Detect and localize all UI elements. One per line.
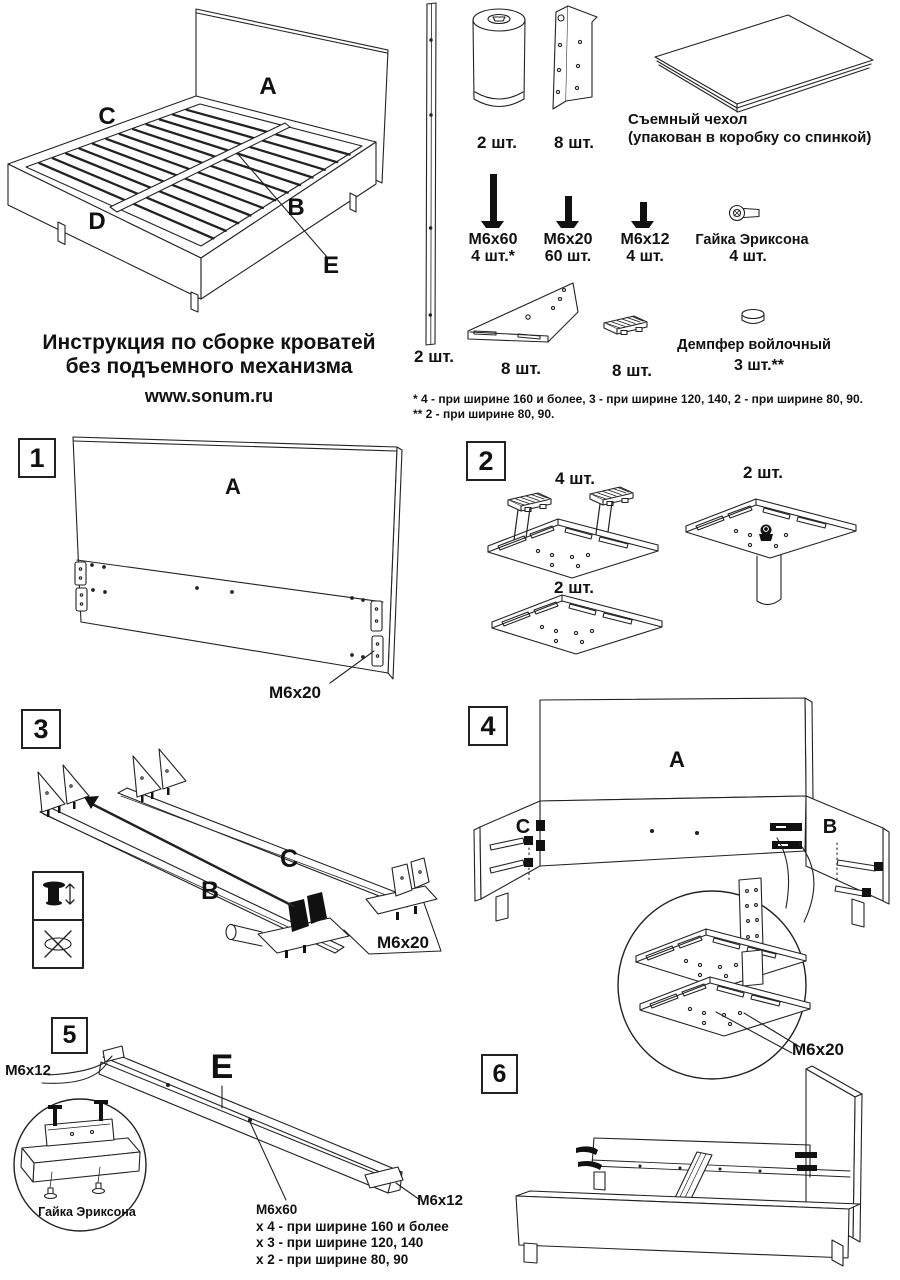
step4-label-b: B: [822, 816, 838, 838]
screw-m6x20-drawing: [556, 196, 579, 228]
step5-note-2: x 4 - при ширине 160 и более: [256, 1218, 449, 1234]
m6x20-name: M6x20: [543, 231, 593, 248]
step5-label-e: E: [210, 1048, 234, 1086]
step2-drawing: [488, 487, 856, 654]
slat-qty: 2 шт.: [414, 347, 454, 366]
screw-m6x12-drawing: [631, 202, 654, 228]
bed-label-d: D: [88, 208, 106, 235]
step5-screw-right-label: M6x12: [417, 1192, 463, 1209]
step5-note-4: x 2 - при ширине 80, 90: [256, 1252, 409, 1268]
bed-label-b: B: [287, 194, 305, 221]
felt-damper-drawing: [742, 310, 764, 324]
cover-part-drawing: [655, 15, 873, 112]
step2-qty-right: 2 шт.: [743, 463, 783, 482]
plate-qty: 8 шт.: [501, 359, 541, 378]
step3-label-b: B: [200, 877, 220, 905]
step5-notes: [256, 1202, 449, 1269]
step5-note-1: M6x60: [256, 1202, 298, 1217]
screw-m6x60-drawing: [481, 174, 504, 228]
nut-name: Гайка Эриксона: [695, 232, 809, 248]
step4-label-a: A: [669, 747, 685, 772]
bed-label-a: A: [259, 73, 277, 100]
step2-number: 2: [466, 441, 506, 481]
m6x20-qty: 60 шт.: [544, 248, 592, 265]
corner-plate-part-drawing: [468, 283, 578, 342]
step1-label-a: A: [225, 474, 241, 499]
leg-qty: 2 шт.: [477, 133, 517, 152]
step5-screw-left-label: M6x12: [5, 1062, 51, 1079]
m6x12-name: M6x12: [620, 231, 670, 248]
footnote-2: ** 2 - при ширине 80, 90.: [413, 406, 555, 421]
step4-screw-label: M6x20: [792, 1040, 844, 1059]
doc-title: [42, 331, 375, 378]
cover-note: (упакован в коробку со спинкой): [628, 129, 872, 146]
step6-drawing: [516, 1066, 862, 1266]
doc-title-line1: Инструкция по сборке кроватей: [42, 331, 376, 354]
holder-qty: 8 шт.: [612, 361, 652, 380]
bed-label-e: E: [322, 252, 340, 279]
m6x12-qty: 4 шт.: [626, 248, 664, 265]
step2-qty-top: 4 шт.: [555, 469, 595, 488]
nut-qty: 4 шт.: [729, 248, 767, 265]
m6x60-qty: 4 шт.*: [471, 248, 515, 265]
step3-number: 3: [21, 709, 61, 749]
step3-label-c: C: [279, 845, 299, 873]
damper-qty: 3 шт.**: [733, 357, 785, 374]
step2-qty-bottom: 2 шт.: [554, 578, 594, 597]
m6x60-name: M6x60: [468, 231, 518, 248]
step6-number: 6: [481, 1054, 518, 1094]
step1-screw-label: M6x20: [269, 683, 321, 702]
erikson-nut-drawing: [730, 206, 760, 221]
step1-number: 1: [18, 438, 56, 478]
bed-label-c: C: [98, 103, 116, 130]
cover-name: Съемный чехол: [628, 111, 748, 128]
slat-part-drawing: [426, 3, 436, 345]
slat-holder-part-drawing: [604, 316, 647, 335]
damper-name: Демпфер войлочный: [677, 337, 831, 353]
footnote-1: * 4 - при ширине 160 и более, 3 - при ширине 120, 140, 2 - при ширине 80, 90.: [413, 392, 863, 406]
bracket-qty: 8 шт.: [554, 133, 594, 152]
bracket-part-drawing: [553, 6, 597, 109]
step5-nut-label: Гайка Эриксона: [38, 1205, 136, 1219]
doc-title-line2: без подъемного механизма: [65, 354, 353, 378]
step4-number: 4: [468, 706, 508, 746]
step5-note-3: x 3 - при ширине 120, 140: [256, 1235, 424, 1251]
step3-screw-label: M6x20: [377, 933, 429, 952]
step5-number: 5: [51, 1017, 88, 1054]
step4-label-c: C: [515, 816, 531, 838]
leg-part-drawing: [473, 9, 525, 107]
website: www.sonum.ru: [144, 386, 274, 406]
